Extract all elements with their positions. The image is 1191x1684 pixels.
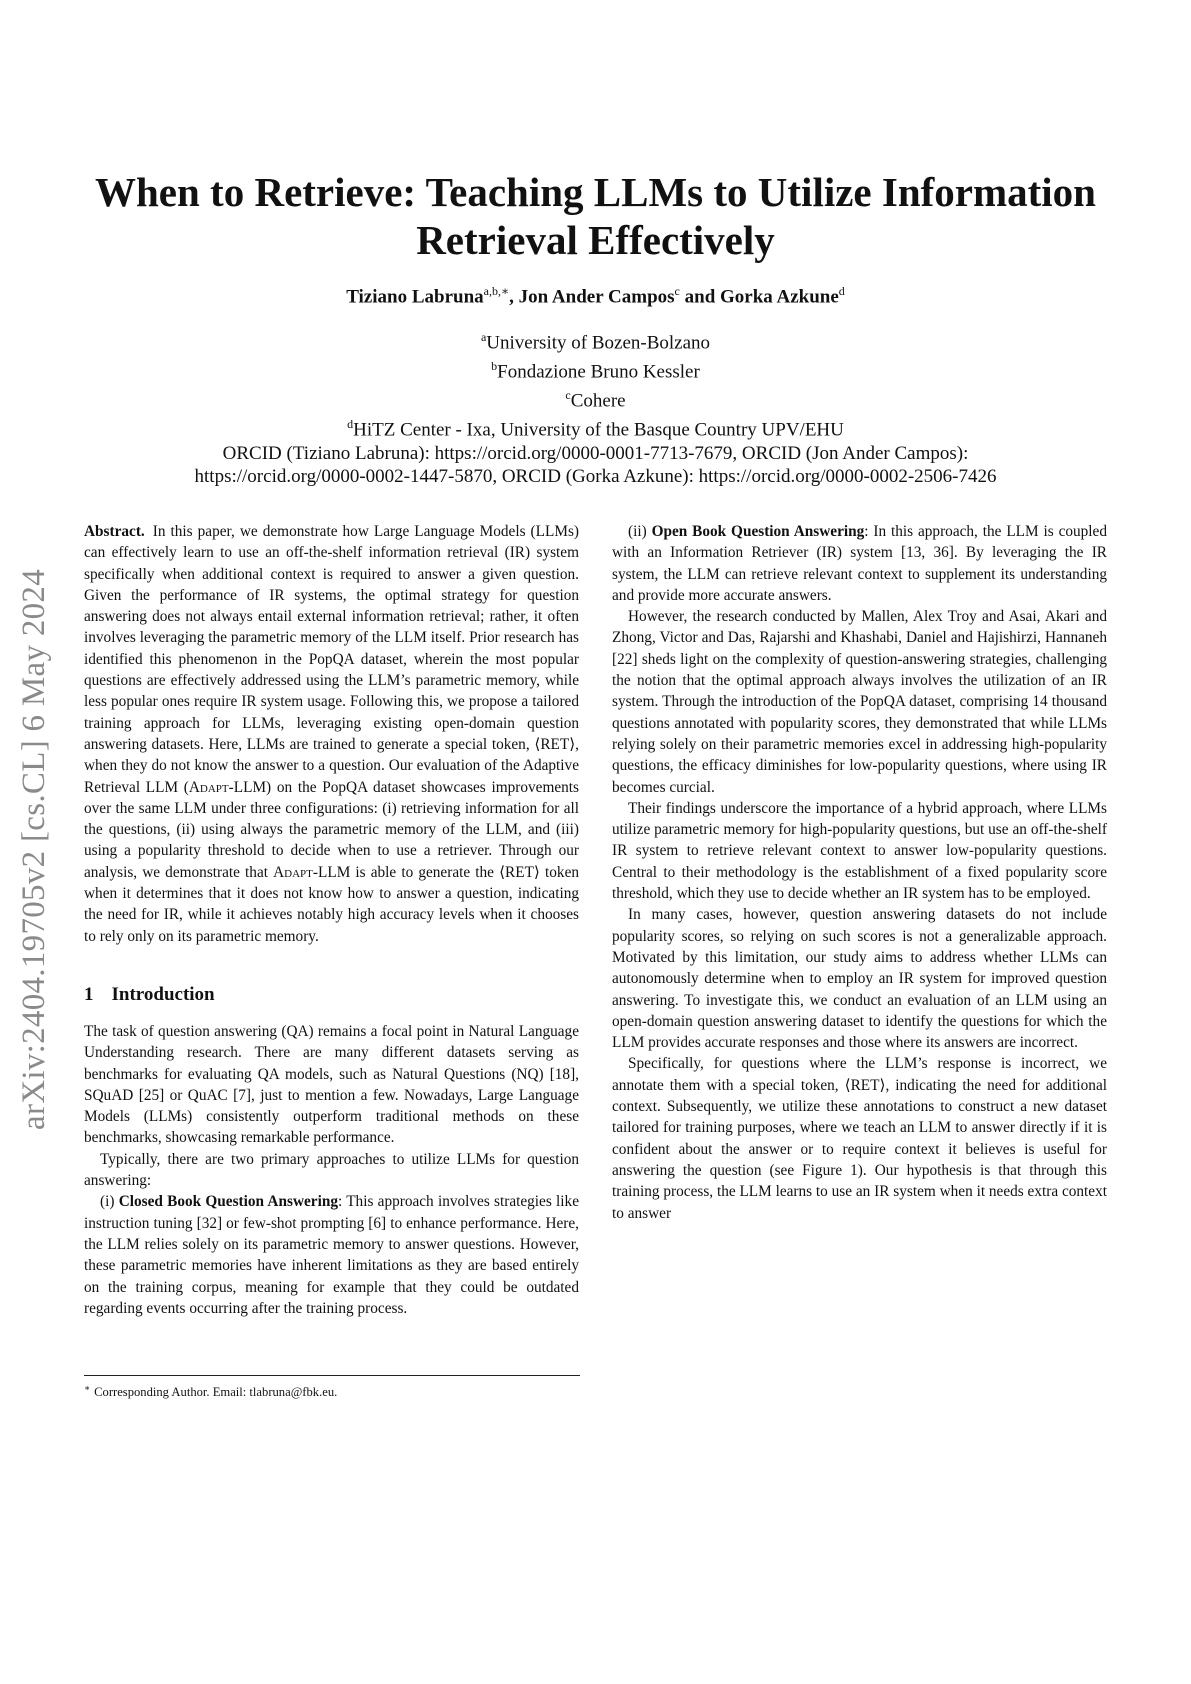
title-line-1: When to Retrieve: Teaching LLMs to Utilize Information (95, 169, 1096, 215)
body-paragraph (84, 1191, 579, 1319)
affiliation-text: HiTZ Center - Ixa, University of the Basque Country UPV/EHU (353, 419, 844, 441)
abstract-text: In this paper, we demonstrate how Large Language Models (LLMs) can effectively learn to use an off-the-shelf information retrieval (IR) system specifically when additional context is required to answer a given question. Given the performance of IR systems, the optimal strategy for question answering does not always entail external information retrieval; rather, it often involves leveraging the parametric memory of the LLM itself. Prior research has identified this phenomenon in the PopQA dataset, wherein the most popular questions are effectively addressed using the LLM’s parametric memory, while less popular ones require IR system usage. Following this, we propose a tailored training approach for LLMs, leveraging existing open-domain question answering datasets. Here, LLMs are trained to generate a special token, ⟨RET⟩, when they do not know the answer to a question. Our evaluation of the Adaptive Retrieval LLM ( (84, 523, 579, 796)
body-paragraph: The task of question answering (QA) remains a focal point in Natural Language Understanding research. There are many different datasets serving as benchmarks for evaluating QA models, such as Natural Questions (NQ) [18], SQuAD [25] or QuAC [7], just to mention a few. Nowadays, Large Language Models (LLMs) consistently outperform traditional methods on these benchmarks, showcasing remarkable performance. (84, 1022, 579, 1147)
author-separator: , (509, 286, 519, 308)
orcid-line: https://orcid.org/0000-0002-1447-5870, ORCID (Gorka Azkune): https://orcid.org/0000-0002-2506-7426 (194, 466, 997, 488)
author-name: Gorka Azkune (720, 286, 839, 308)
section-title: Introduction (111, 983, 215, 1005)
footnote-rule (84, 1375, 580, 1376)
footnote (84, 1380, 337, 1400)
list-marker: (ii) (628, 523, 652, 540)
affiliation-text: Fondazione Bruno Kessler (497, 361, 700, 383)
paragraph-text: : In this approach, the LLM is coupled with an Information Retriever (IR) system [13, 36]. By leveraging the IR system, the LLM can retrieve relevant context to supplement its understanding and provide more accurate answers. (612, 523, 1107, 604)
author-name: Tiziano Labruna (346, 286, 484, 308)
approach-name: Closed Book Question Answering (118, 1193, 338, 1211)
body-paragraph: In many cases, however, question answering datasets do not include popularity scores, so relying on such scores is not a generalizable approach. Motivated by this limitation, our study aims to address whether LLMs can autonomously determine when to employ an IR system for improved question answering. To investigate this, we conduct an evaluation of an LLM using an open-domain question answering dataset to identify the questions for which the LLM provides accurate responses and those where its answers are incorrect. (612, 906, 1107, 1052)
affiliation-line (60, 413, 1131, 442)
author-affiliation-marker: c (674, 284, 680, 298)
author-list (60, 279, 1131, 309)
affiliation-line (60, 355, 1131, 384)
author-separator: and (679, 286, 721, 308)
body-paragraph: Their findings underscore the importance of a hybrid approach, where LLMs utilize parametric memory for high-popularity questions, but use an off-the-shelf IR system to retrieve relevant context to answer low-popularity questions. Central to their methodology is the establishment of a fixed popularity score threshold, which they use to decide whether an IR system has to be employed. (612, 799, 1107, 903)
abstract-text: -LLM) on the PopQA dataset showcases improvements over the same LLM under three configurations: (i) retrieving information for all the questions, (ii) using always the parametric memory of the LLM, and (iii) using a popularity threshold to decide when to use a retriever. Through our analysis, we demonstrate that (84, 778, 579, 881)
paragraph-text: : This approach involves strategies like instruction tuning [32] or few-shot prompting [6] to enhance performance. Here, the LLM relies solely on its parametric memory to answer questions. However, these parametric memories have inherent limitations as they are based entirely on the training corpus, meaning for example that they could be outdated regarding events occurring after the training process. (84, 1193, 579, 1317)
affiliation-line (60, 384, 1131, 413)
method-name-smallcaps: Adapt (273, 863, 313, 881)
abstract-label: Abstract. (84, 523, 145, 540)
affiliation-line (60, 326, 1131, 355)
author-affiliation-marker: a,b,∗ (483, 284, 510, 298)
abstract (84, 521, 579, 947)
affiliation-marker: a (480, 330, 487, 344)
affiliation-marker: b (491, 358, 498, 373)
affiliation-text: University of Bozen-Bolzano (486, 332, 711, 354)
orcid-line: ORCID (Tiziano Labruna): https://orcid.org/0000-0001-7713-7679, ORCID (Jon Ander Campos): (222, 442, 969, 464)
approach-name: Open Book Question Answering (651, 523, 865, 540)
body-paragraph (612, 521, 1107, 606)
affiliation-marker: c (565, 387, 571, 402)
body-paragraph: Specifically, for questions where the LLM’s response is incorrect, we annotate them with a special token, ⟨RET⟩, indicating the need for additional context. Subsequently, we utilize these annotations to construct a new dataset tailored for training purposes, where we teach an LLM to answer directly if it is confident about the answer or to require context it believes is useful for answering the question (see Figure 1). Our hypothesis is that through this training process, the LLM learns to use an IR system when it needs extra context to answer (612, 1055, 1107, 1222)
footnote-text: Corresponding Author. Email: tlabruna@fbk.eu. (94, 1385, 338, 1400)
body-paragraph: Typically, there are two primary approaches to utilize LLMs for question answering: (84, 1150, 579, 1190)
affiliation-marker: d (347, 416, 354, 431)
section-heading (84, 983, 579, 1007)
abstract-text: -LLM is able to generate the ⟨RET⟩ token when it determines that it does not know how to answer a question, indicating the need for IR, while it achieves notably high accuracy levels when it chooses to rely only on its parametric memory. (84, 863, 580, 945)
arxiv-identifier-stamp: arXiv:2404.19705v2 [cs.CL] 6 May 2024 (16, 568, 52, 1130)
author-name: Jon Ander Campos (518, 286, 675, 308)
left-column (84, 521, 579, 1319)
list-marker: (i) (100, 1193, 119, 1211)
body-paragraph: However, the research conducted by Mallen, Alex Troy and Asai, Akari and Zhong, Victor and Das, Rajarshi and Khashabi, Daniel and Hajishirzi, Hannaneh [22] sheds light on the complexity of question-answering strategies, challenging the notion that the optimal approach always involves the utilization of an IR system. Through the introduction of the PopQA dataset, comprising 14 thousand questions annotated with popularity scores, they demonstrated that while LLMs relying solely on their parametric memories excel in addressing high-popularity questions, the efficacy diminishes for low-popularity questions, where using IR becomes curcial. (612, 608, 1107, 796)
author-affiliation-marker: d (838, 284, 845, 298)
section-number: 1 (84, 983, 94, 1005)
title-line-2: Retrieval Effectively (416, 217, 775, 263)
footnote-marker: ∗ (84, 1383, 91, 1393)
method-name-smallcaps: Adapt (188, 778, 229, 796)
paper-title (60, 168, 1131, 264)
affiliation-text: Cohere (570, 390, 626, 412)
affiliation-block (60, 326, 1131, 489)
right-column (612, 521, 1107, 1224)
